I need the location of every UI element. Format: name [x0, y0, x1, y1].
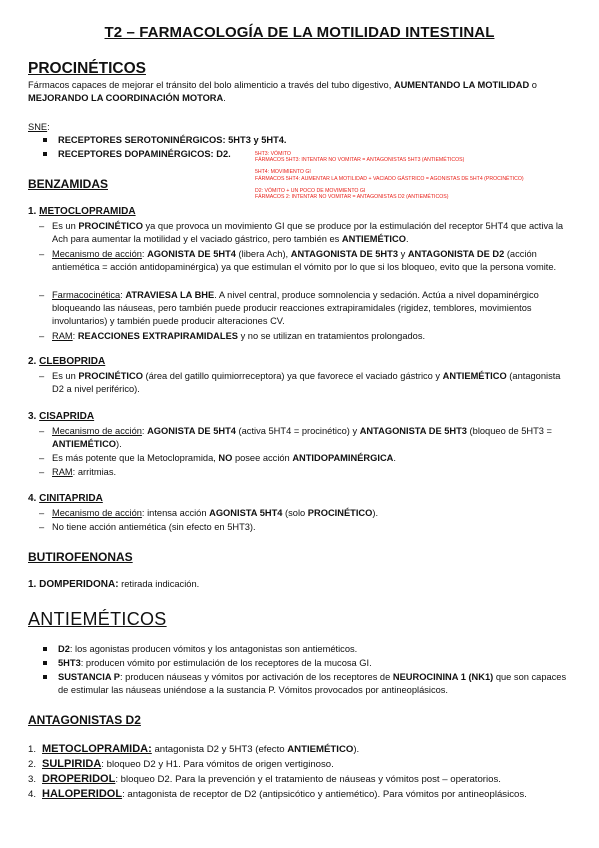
intro-text: Fármacos capaces de mejorar el tránsito del bolo alimenticio a través del tubo digestivo, — [28, 80, 394, 90]
antiemeticos-item-2 — [58, 657, 568, 670]
t: AGONISTA 5HT4 — [209, 508, 283, 518]
t: : producen náuseas y vómitos por activación de los receptores de — [119, 672, 393, 682]
t: REACCIONES EXTRAPIRAMIDALES — [77, 331, 238, 341]
heading-benzamidas: BENZAMIDAS — [28, 177, 108, 191]
item-name: CISAPRIDA — [39, 411, 95, 422]
red-notes — [255, 151, 524, 200]
t: ANTAGONISTA DE 5HT3 — [359, 426, 467, 436]
note-3: 5HT4: MOVIMIENTO GI — [255, 169, 311, 176]
t: que son capaces de estimular las náuseas uniéndose a la sustancia P. Vómitos provocados por antineoplásicos. — [58, 672, 567, 696]
t: : intensa acción — [141, 508, 210, 518]
t: ). — [116, 439, 122, 450]
item-number: 1. — [28, 579, 37, 590]
cinitaprida-line-2: – No tiene acción antiemética (sin efecto en 5HT3). — [52, 521, 572, 534]
item-number: 1. — [28, 744, 37, 755]
item-number: 2. — [28, 759, 37, 770]
t: : — [141, 426, 148, 436]
item-text: retirada indicación. — [118, 579, 200, 589]
t: PROCINÉTICO — [78, 371, 143, 381]
t: . — [405, 234, 409, 245]
item-number: 3. — [28, 774, 37, 785]
t: RAM — [52, 467, 73, 477]
t: : antagonista de receptor de D2 (antipsicótico y antiemético). Para vómitos por antineoplásicos. — [122, 789, 527, 800]
t: Es más potente que la Metoclopramida, — [52, 453, 219, 463]
note-2: FÁRMACOS 5HT3: INTENTAR NO VOMITAR = ANTAGONISTAS 5HT3 (ANTIEMÉTICOS) — [255, 157, 465, 164]
t: ANTIDOPAMINÉRGICA — [292, 453, 394, 463]
cisaprida-line-3 — [52, 466, 572, 479]
note-6: FÁRMACOS 2: INTENTAR NO VOMITAR = ANTAGONISTAS D2 (ANTIEMÉTICOS) — [255, 194, 449, 201]
item-number: 3. — [28, 411, 37, 422]
intro-text-2: o — [529, 80, 537, 90]
heading-procineticos: PROCINÉTICOS — [28, 60, 146, 77]
domperidona-line — [28, 578, 199, 592]
t: Mecanismo de acción — [52, 508, 142, 518]
item-number: 2. — [28, 356, 37, 367]
cinitaprida-heading — [28, 492, 103, 506]
t: PROCINÉTICO — [78, 221, 143, 231]
item-name: CLEBOPRIDA — [39, 356, 106, 367]
heading-antiemeticos: ANTIEMÉTICOS — [28, 609, 167, 629]
t: ya que provoca un movimiento GI que se produce por la estimulación del receptor 5HT4 que activa la Ach para aumentar la motilidad y el vaciado gástrico, pero también es — [52, 221, 564, 245]
t: Mecanismo de acción — [52, 426, 142, 436]
t: (activa 5HT4 = procinético) y — [235, 426, 360, 436]
t: y — [398, 249, 408, 259]
t: . A nivel central, produce somnolencia y sedación. Actúa a nivel dopaminérgico bloqueando las náuseas, pero también puede producir reacciones extrapiramidales (rigidez, temblores, movimientos involuntarios) y también puede producir alteraciones CV. — [52, 290, 539, 327]
t: RAM — [52, 331, 73, 341]
t: (antagonista D2 a nivel periférico). — [52, 371, 561, 395]
page-title: T2 – FARMACOLOGÍA DE LA MOTILIDAD INTESTINAL — [104, 24, 495, 41]
item-name: HALOPERIDOL — [42, 788, 123, 800]
t: ANTIEMÉTICO — [341, 234, 406, 245]
note-4: FÁRMACOS 5HT4: AUMENTAR LA MOTILIDAD + VACIADO GÁSTRICO = AGONISTAS DE 5HT4 (PROCINÉTICO) — [255, 175, 524, 182]
metoclo-line-3 — [52, 289, 572, 329]
intro-bold-2: MEJORANDO LA COORDINACIÓN MOTORA — [28, 93, 224, 104]
t: antagonista D2 y 5HT3 (efecto — [151, 744, 288, 755]
heading-antagonistas-d2: ANTAGONISTAS D2 — [28, 713, 141, 727]
t: : producen vómito por estimulación de los receptores de la mucosa GI. — [80, 658, 372, 668]
item-name: SULPIRIDA — [42, 758, 102, 770]
item-number: 1. — [28, 206, 37, 217]
cinitaprida-line-1 — [52, 507, 572, 520]
t: (libera Ach), — [235, 249, 291, 259]
t: y no se utilizan en tratamientos prolongados. — [237, 331, 426, 341]
t: : — [141, 249, 148, 259]
item-name: CINITAPRIDA — [39, 493, 103, 504]
sne-colon: : — [47, 122, 50, 132]
intro-end: . — [223, 93, 226, 104]
metoclo-line-2 — [52, 248, 572, 274]
t: : bloqueo D2. Para la prevención y el tratamiento de náuseas y vómitos post – operatorios. — [115, 774, 501, 785]
t: : los agonistas producen vómitos y los antagonistas son antieméticos. — [69, 644, 358, 654]
t: AGONISTA DE 5HT4 — [147, 426, 236, 436]
metoclopramida-heading — [28, 205, 136, 219]
antiemeticos-item-3 — [58, 671, 578, 697]
t: ATRAVIESA LA BHE — [125, 290, 215, 300]
sne-item-1: RECEPTORES SEROTONINÉRGICOS: 5HT3 y 5HT4. — [58, 134, 568, 147]
t: Es un — [52, 371, 79, 381]
t: : arritmias. — [72, 467, 117, 477]
heading-butirofenonas: BUTIROFENONAS — [28, 550, 133, 564]
t: ). — [372, 508, 379, 518]
sne-label-text: SNE — [28, 122, 48, 132]
t: (bloqueo de 5HT3 = — [466, 426, 552, 436]
item-name: METOCLOPRAMIDA — [39, 206, 136, 217]
antagonista-item-1 — [28, 742, 588, 758]
item-number: 4. — [28, 789, 37, 800]
t: posee acción — [232, 453, 293, 463]
t: ANTIEMÉTICO — [442, 371, 507, 381]
intro-bold-1: AUMENTANDO LA MOTILIDAD — [393, 80, 530, 90]
t: Es un — [52, 221, 79, 231]
cisaprida-heading — [28, 410, 94, 424]
t: D2 — [58, 644, 70, 654]
item-name: DOMPERIDONA: — [39, 579, 119, 590]
cleboprida-heading — [28, 355, 105, 369]
item-name: METOCLOPRAMIDA: — [42, 743, 152, 755]
t: Farmacocinética — [52, 290, 121, 300]
antagonista-item-3 — [28, 772, 588, 788]
t: AGONISTA DE 5HT4 — [147, 249, 236, 259]
sne-label — [28, 121, 50, 134]
antagonista-item-4 — [28, 787, 588, 803]
procineticos-intro — [28, 79, 568, 105]
t: NEUROCININA 1 (NK1) — [392, 672, 494, 682]
antiemeticos-item-1 — [58, 643, 568, 656]
t: ANTIEMÉTICO — [52, 439, 117, 450]
t: Mecanismo de acción — [52, 249, 142, 259]
note-5: D2: VÓMITO + UN POCO DE MOVIMIENTO GI — [255, 187, 366, 194]
t: NO — [218, 453, 233, 463]
t: . — [393, 453, 396, 463]
t: (acción antiemética = acción antidopaminérgica) ya que estimulan el vómito por lo que si los bloqueo, evito que la persona vomite. — [52, 249, 557, 273]
t: SUSTANCIA P — [58, 672, 120, 682]
t: (solo — [282, 508, 308, 518]
cisaprida-line-2 — [52, 452, 572, 465]
t: 5HT3 — [58, 658, 81, 668]
t: PROCINÉTICO — [307, 508, 373, 518]
metoclo-line-1 — [52, 220, 572, 246]
item-name: DROPERIDOL — [42, 773, 116, 785]
metoclo-line-4 — [52, 330, 572, 343]
antagonista-item-2 — [28, 757, 588, 773]
t: ANTIEMÉTICO — [287, 744, 354, 755]
t: (área del gatillo quimiorreceptora) ya que favorece el vaciado gástrico y — [142, 371, 443, 381]
t: ANTAGONISTA DE 5HT3 — [290, 249, 398, 259]
item-number: 4. — [28, 493, 37, 504]
t: : bloqueo D2 y H1. Para vómitos de origen vertiginoso. — [101, 759, 334, 770]
t: : — [72, 331, 78, 341]
note-1: 5HT3: VÓMITO — [255, 151, 291, 157]
cisaprida-line-1 — [52, 425, 572, 451]
sne-item-2: RECEPTORES DOPAMINÉRGICOS: D2. — [58, 148, 258, 161]
t: ANTAGONISTA DE D2 — [407, 249, 505, 259]
t: : — [120, 290, 126, 300]
t: ). — [353, 744, 360, 755]
cleboprida-line-1 — [52, 370, 572, 396]
